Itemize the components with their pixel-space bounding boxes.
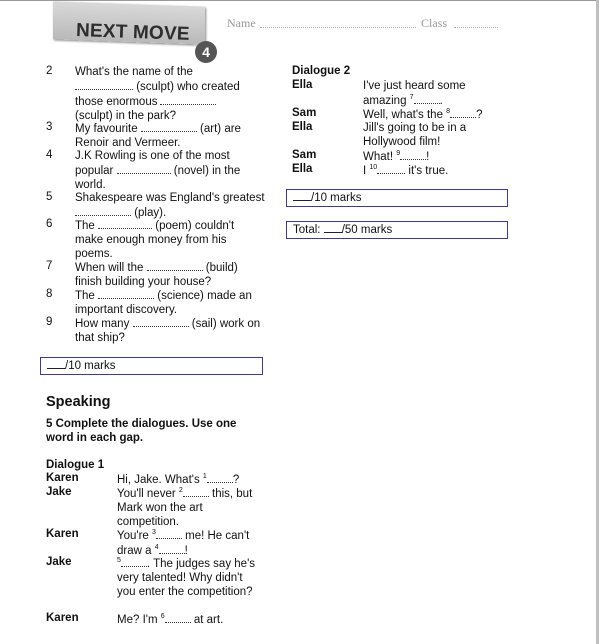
line-text: . The judges say he's very talented! Why didn't you enter the competition? xyxy=(117,558,256,598)
item-number: 3 xyxy=(46,121,53,133)
list-item xyxy=(75,65,265,123)
total-label: Total: xyxy=(293,224,321,236)
speaker-name: Karen xyxy=(46,528,79,540)
marks-label: /10 marks xyxy=(65,360,116,372)
dialogue-line xyxy=(117,556,257,599)
line-text: Well, what's the xyxy=(363,109,443,121)
item-text: (sail) work on that ship? xyxy=(75,318,261,344)
item-number: 6 xyxy=(46,218,53,230)
speaker-name: Ella xyxy=(292,121,313,133)
gap-number: 4 xyxy=(154,544,159,551)
line-text: Hi, Jake. What's xyxy=(117,474,200,486)
item-number: 8 xyxy=(46,288,53,300)
item-text: (play). xyxy=(134,207,167,219)
item-number: 7 xyxy=(46,260,53,272)
answer-blank[interactable] xyxy=(75,205,131,216)
item-text: What's the name of the xyxy=(75,66,193,78)
exercise-5-marks-box xyxy=(286,189,508,207)
answer-blank[interactable] xyxy=(377,163,405,174)
answer-blank[interactable] xyxy=(141,121,197,132)
total-score-blank[interactable] xyxy=(324,222,342,233)
answer-blank[interactable] xyxy=(121,556,147,567)
speaker-name: Ella xyxy=(292,79,313,91)
line-text: at art. xyxy=(193,614,224,626)
name-label: Name xyxy=(227,16,256,30)
gap-number: 7 xyxy=(409,94,414,101)
gap-number: 2 xyxy=(178,487,183,494)
section-heading: Speaking xyxy=(46,394,111,410)
marks-label: /10 marks xyxy=(311,192,362,204)
line-text: I've just heard some amazing xyxy=(363,80,466,107)
item-text: How many xyxy=(75,318,130,330)
item-text: (science) made an important discovery. xyxy=(75,290,252,316)
name-field[interactable] xyxy=(260,27,416,28)
answer-blank[interactable] xyxy=(117,163,171,174)
list-item xyxy=(75,288,265,317)
speaker-name: Jake xyxy=(46,486,72,498)
dialogue-line xyxy=(117,486,257,529)
answer-blank[interactable] xyxy=(156,528,182,539)
answer-blank[interactable] xyxy=(183,486,209,497)
list-item xyxy=(75,121,265,150)
score-blank[interactable] xyxy=(293,190,311,201)
item-number: 5 xyxy=(46,191,53,203)
exercise-5-instruction: 5 Complete the dialogues. Use one word in each gap. xyxy=(46,418,237,444)
speaker-name: Karen xyxy=(46,612,79,624)
line-text: this, but Mark won the art competition. xyxy=(117,488,253,528)
dialogue-line xyxy=(363,107,503,122)
dialogue-line xyxy=(363,149,503,164)
item-text: (poem) couldn't make enough money from his poems. xyxy=(75,220,235,260)
dialogue-1-title: Dialogue 1 xyxy=(46,459,105,471)
answer-blank[interactable] xyxy=(450,107,476,118)
line-text: You'll never xyxy=(117,488,176,500)
list-item xyxy=(75,149,265,192)
answer-blank[interactable] xyxy=(207,472,233,483)
dialogue-line xyxy=(117,612,257,627)
line-text: ? xyxy=(476,109,483,121)
line-text: What! xyxy=(363,151,394,163)
next-move-logo xyxy=(50,4,210,60)
item-text: (sculpt) who created those enormous xyxy=(75,81,240,108)
speaker-name: Jake xyxy=(46,556,72,568)
speaker-name: Sam xyxy=(292,149,317,161)
line-text: You're xyxy=(117,530,149,542)
speaker-name: Sam xyxy=(292,107,317,119)
dialogue-2-title: Dialogue 2 xyxy=(292,65,351,77)
dialogue-line xyxy=(363,79,503,108)
page-top-border xyxy=(0,0,599,1)
dialogue-line xyxy=(363,163,503,178)
line-text: me! He can't draw a xyxy=(117,530,250,557)
list-item xyxy=(75,316,265,345)
list-item xyxy=(75,191,265,220)
gap-number: 6 xyxy=(160,613,165,620)
speaker-name: Ella xyxy=(292,163,313,175)
answer-blank[interactable] xyxy=(414,93,440,104)
class-field[interactable] xyxy=(454,27,498,28)
answer-blank[interactable] xyxy=(75,79,133,90)
item-number: 2 xyxy=(46,65,53,77)
gap-number: 8 xyxy=(446,108,451,115)
logo-text: NEXT MOVE xyxy=(75,20,191,45)
item-text: The xyxy=(75,290,95,302)
line-text: ! xyxy=(426,151,430,163)
item-text: J.K Rowling is one of the most popular xyxy=(75,150,230,177)
answer-blank[interactable] xyxy=(98,218,152,229)
answer-blank[interactable] xyxy=(133,316,189,327)
line-text: ! xyxy=(184,545,188,557)
speaker-name: Karen xyxy=(46,472,79,484)
answer-blank[interactable] xyxy=(147,260,203,271)
line-text: ? xyxy=(232,474,240,486)
answer-blank[interactable] xyxy=(400,149,426,160)
item-number: 4 xyxy=(46,149,53,161)
answer-blank[interactable] xyxy=(165,612,191,623)
list-item xyxy=(75,218,265,261)
total-marks-label: /50 marks xyxy=(341,224,393,236)
item-text: (novel) in the world. xyxy=(75,165,241,191)
gap-number: 3 xyxy=(152,529,156,536)
item-text: (art) are Renoir and Vermeer. xyxy=(75,123,241,149)
gap-number: 5 xyxy=(117,557,121,564)
dialogue-line xyxy=(117,528,257,558)
line-text: it's true. xyxy=(408,165,449,177)
answer-blank[interactable] xyxy=(98,288,154,299)
score-blank[interactable] xyxy=(47,358,65,369)
exercise-4-marks-box xyxy=(40,357,263,375)
answer-blank[interactable] xyxy=(159,543,185,554)
gap-number: 10 xyxy=(369,164,378,171)
line-text: Me? I'm xyxy=(117,614,158,626)
item-number: 9 xyxy=(46,316,53,328)
dialogue-line xyxy=(363,121,493,149)
gap-number: 9 xyxy=(396,150,401,157)
line-text: Jill's going to be in a Hollywood film! xyxy=(363,122,467,148)
dialogue-line xyxy=(117,472,257,487)
item-text: The xyxy=(75,220,95,232)
item-text: My favourite xyxy=(75,123,138,135)
item-text: When will the xyxy=(75,262,144,274)
class-label: Class xyxy=(421,16,448,30)
item-text: Shakespeare was England's greatest xyxy=(75,192,265,204)
line-text: I xyxy=(363,165,367,177)
logo-level-badge: 4 xyxy=(195,41,217,63)
item-text: (build) finish building your house? xyxy=(75,262,238,288)
total-marks-box xyxy=(286,221,508,239)
line-text: . xyxy=(439,95,443,107)
list-item xyxy=(75,260,265,289)
item-text: (sculpt) in the park? xyxy=(75,110,176,122)
gap-number: 1 xyxy=(202,473,207,480)
answer-blank[interactable] xyxy=(160,94,216,105)
